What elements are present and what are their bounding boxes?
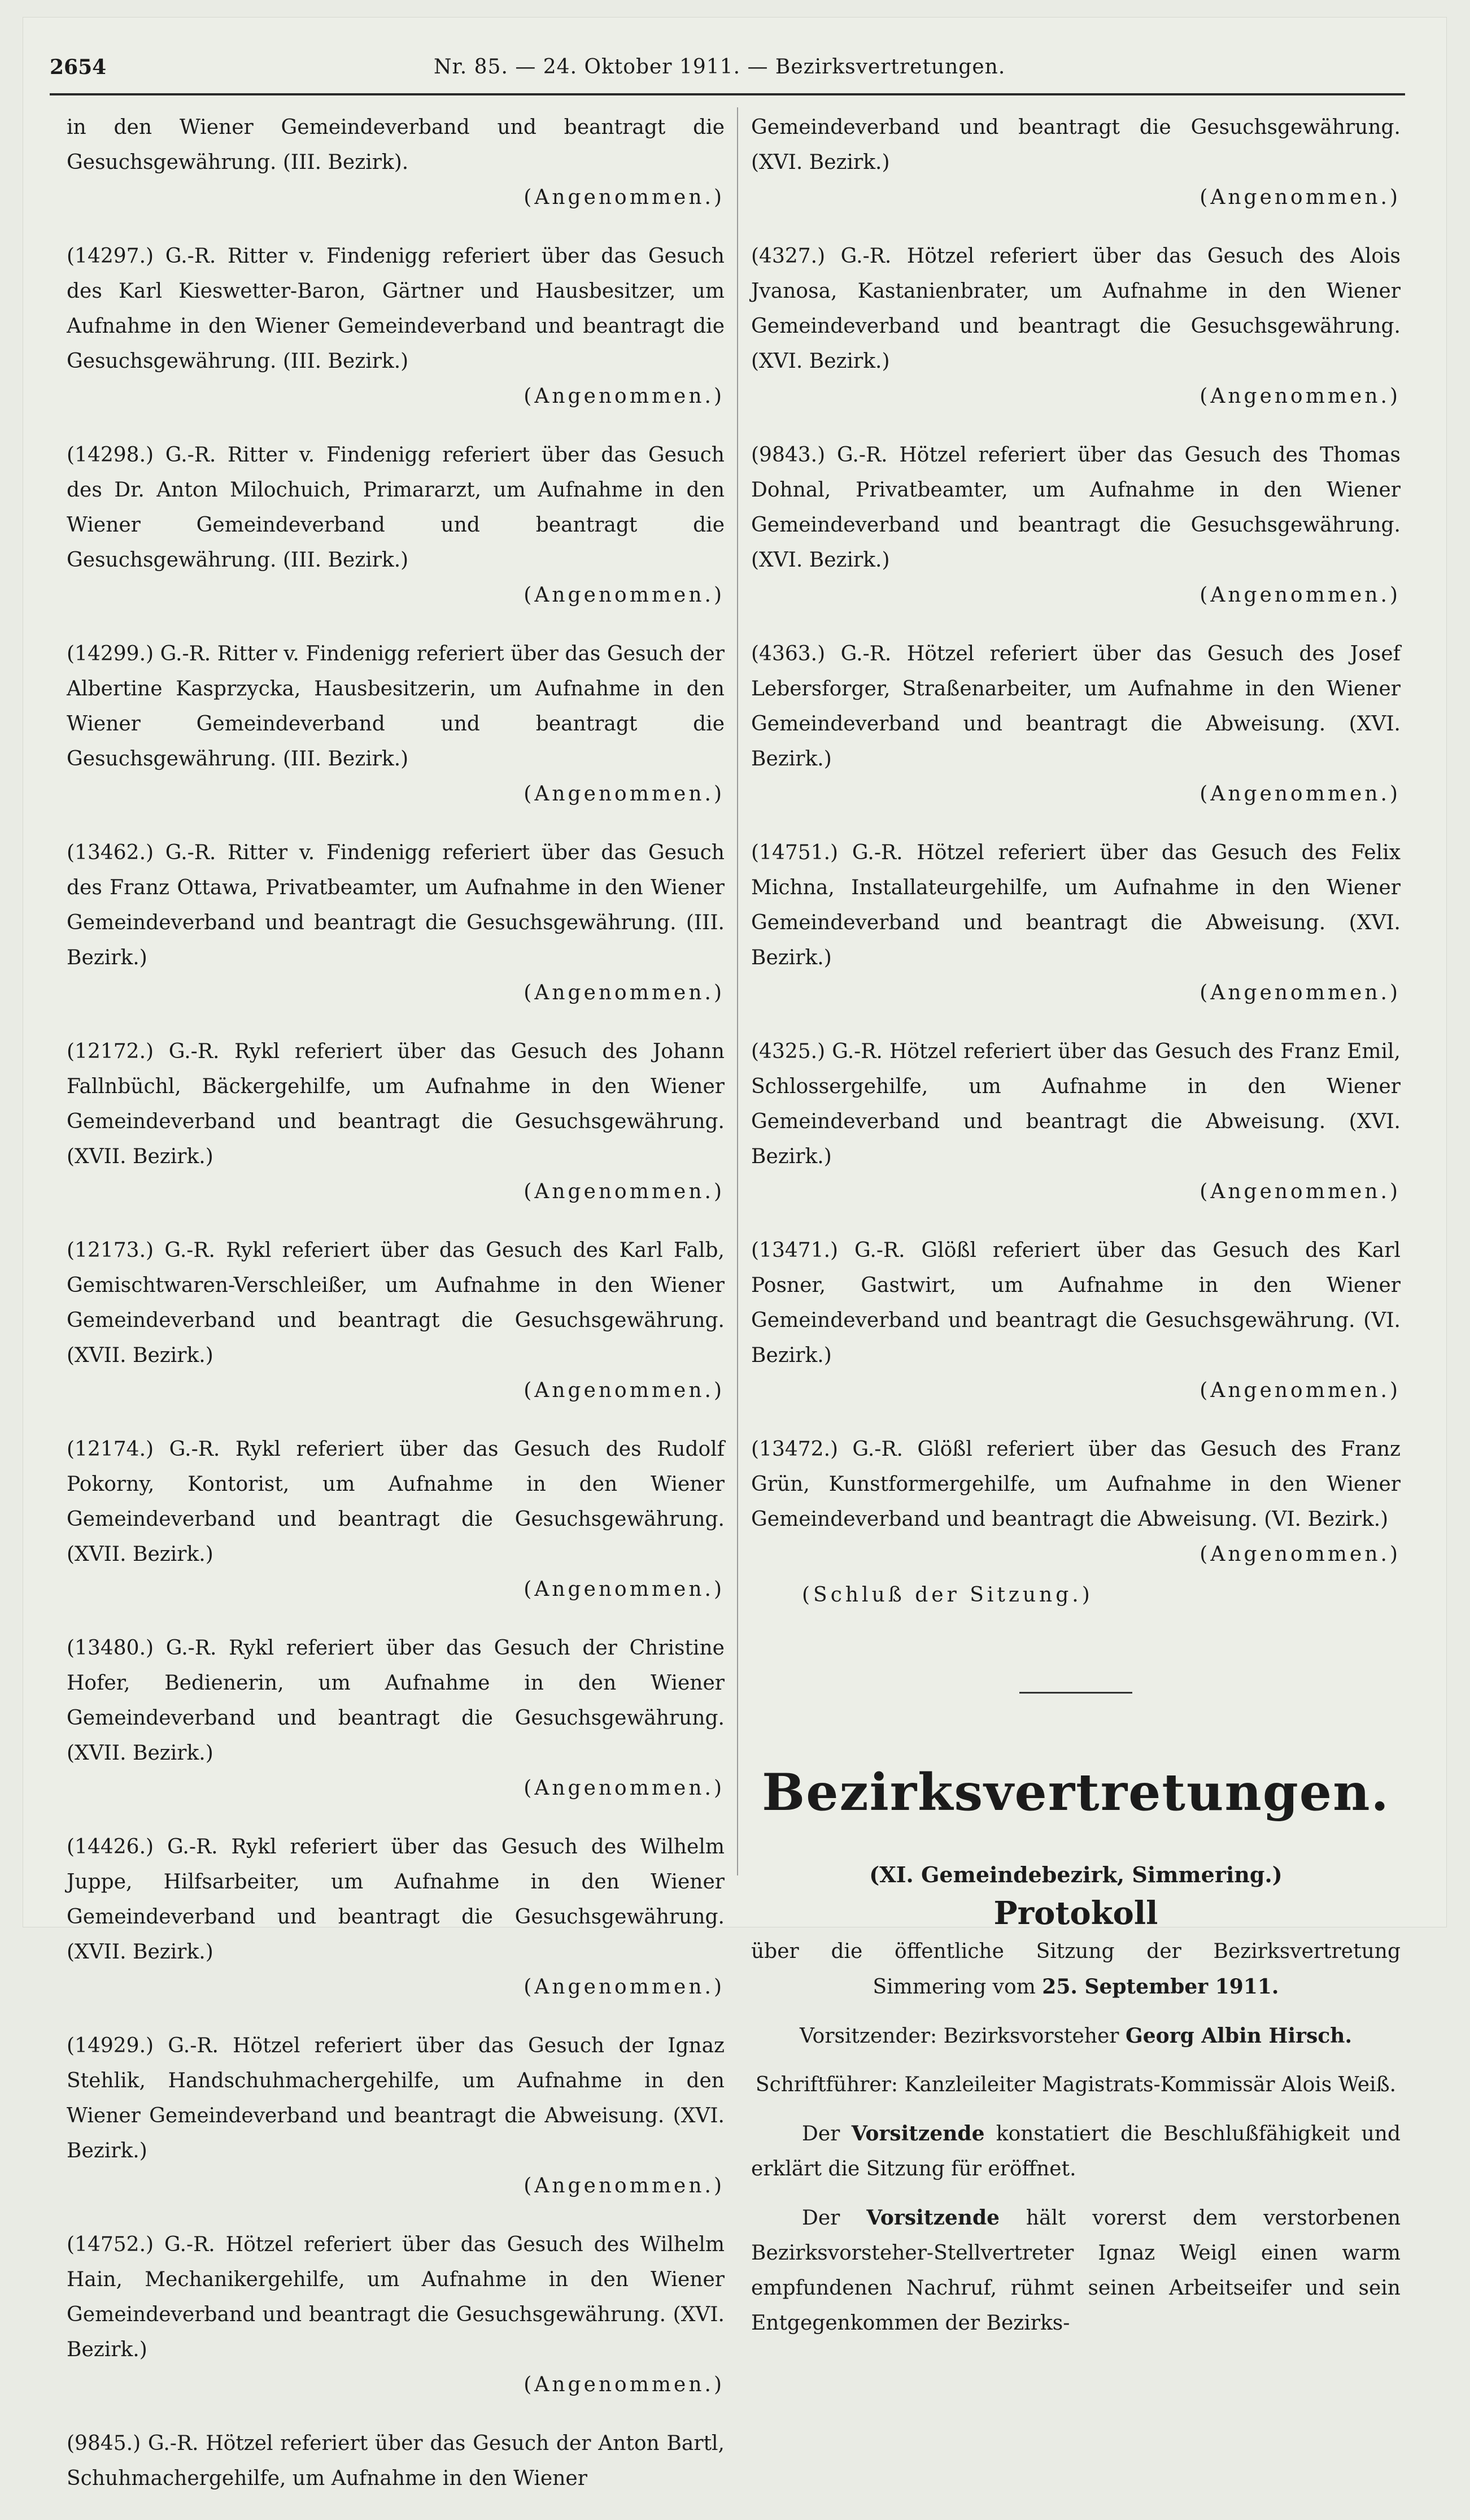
entry-text: (14299.) G.-R. Ritter v. Findenigg referiert über das Gesuch der Albertine Kasprzycka, Hausbesitzerin, um Aufnahme in den Wiener Gemeindeverband und beantragt die Gesuchsgewährung. (III. Bezirk.) (67, 642, 725, 771)
entry-result: (Angenommen.) (1199, 584, 1401, 607)
para-lead: Der (802, 2122, 840, 2145)
entry-result: (Angenommen.) (524, 584, 725, 607)
entry-text: (14751.) G.-R. Hötzel referiert über das Gesuch des Felix Michna, Installateurgehilfe, um Aufnahme in den Wiener Gemeindeverband und beantragt die Abweisung. (XVI. Bezirk.) (751, 841, 1401, 969)
entry-text: (14426.) G.-R. Rykl referiert über das Gesuch des Wilhelm Juppe, Hilfsarbeiter, um Aufnahme in den Wiener Gemeindeverband und beantragt die Gesuchsgewährung. (XVII. Bezirk.) (67, 1835, 725, 1964)
entry-text: (12172.) G.-R. Rykl referiert über das Gesuch des Johann Fallnbüchl, Bäckergehilfe, um Aufnahme in den Wiener Gemeindeverband und beantragt die Gesuchsgewährung. (XVII. Bezirk.) (67, 1040, 725, 1168)
para-lead: Der (802, 2206, 840, 2230)
entry (751, 1432, 1401, 1572)
header-rule (50, 93, 1405, 95)
entry (67, 2029, 725, 2204)
entry-result: (Angenommen.) (524, 1578, 725, 1601)
entry-result: (Angenommen.) (524, 1379, 725, 1402)
entry-result: (Angenommen.) (1199, 385, 1401, 408)
entry-text: (14752.) G.-R. Hötzel referiert über das Gesuch des Wilhelm Hain, Mechanikergehilfe, um Aufnahme in den Wiener Gemeindeverband und beantragt die Gesuchsgewährung. (XVI. Bezirk.) (67, 2233, 725, 2361)
protokoll-heading: Protokoll (993, 1895, 1158, 1932)
protokoll-line-2-prefix: Simmering vom (873, 1975, 1036, 1999)
left-column (67, 110, 725, 2520)
right-column (751, 110, 1401, 2354)
entry-result: (Angenommen.) (524, 385, 725, 408)
entry (67, 1830, 725, 2005)
entry-result: (Angenommen.) (524, 2174, 725, 2197)
entry (67, 1432, 725, 1607)
session-date: 25. September 1911. (1042, 1975, 1279, 1999)
entry (67, 239, 725, 414)
entry (67, 637, 725, 812)
session-closing: (Schluß der Sitzung.) (802, 1583, 1093, 1607)
para-rest: hält vorerst dem verstorbenen Bezirksvorsteher-Stellvertreter Ignaz Weigl einen warm empfundenen Nachruf, rühmt seinen Arbeitseifer und sein Entgegenkommen der Bezirks- (751, 2206, 1401, 2335)
para-rest: konstatiert die Beschlußfähigkeit und erklärt die Sitzung für eröffnet. (751, 2122, 1401, 2180)
entry-result: (Angenommen.) (1199, 186, 1401, 209)
entry-result: (Angenommen.) (524, 981, 725, 1004)
entry-text: (4327.) G.-R. Hötzel referiert über das Gesuch des Alois Jvanosa, Kastanienbrater, um Aufnahme in den Wiener Gemeindeverband und beantragt die Gesuchsgewährung. (XVI. Bezirk.) (751, 245, 1401, 373)
page-number: 2654 (50, 55, 107, 79)
entry (67, 438, 725, 613)
entry-result: (Angenommen.) (524, 2373, 725, 2396)
entry-text: (12173.) G.-R. Rykl referiert über das Gesuch des Karl Falb, Gemischtwaren-Verschleißer, um Aufnahme in den Wiener Gemeindeverband und beantragt die Gesuchsgewährung. (XVII. Bezirk.) (67, 1239, 725, 1367)
section-title: Bezirksvertretungen. (762, 1762, 1390, 1822)
entry (67, 835, 725, 1011)
entry (67, 1034, 725, 1209)
chair-name: Georg Albin Hirsch. (1125, 2024, 1353, 2048)
entry (751, 239, 1401, 414)
section-divider (1019, 1692, 1132, 1694)
entry (751, 1233, 1401, 1408)
entry-text: (13462.) G.-R. Ritter v. Findenigg referiert über das Gesuch des Franz Ottawa, Privatbeamter, um Aufnahme in den Wiener Gemeindeverband und beantragt die Gesuchsgewährung. (III. Bezirk.) (67, 841, 725, 969)
paragraph-opening (751, 2116, 1401, 2187)
entry-text: (4363.) G.-R. Hötzel referiert über das Gesuch des Josef Lebersforger, Straßenarbeiter, um Aufnahme in den Wiener Gemeindeverband und beantragt die Abweisung. (XVI. Bezirk.) (751, 642, 1401, 771)
entry-result: (Angenommen.) (524, 1180, 725, 1203)
entry-text: (13471.) G.-R. Glößl referiert über das Gesuch des Karl Posner, Gastwirt, um Aufnahme in den Wiener Gemeindeverband und beantragt die Gesuchsgewährung. (VI. Bezirk.) (751, 1239, 1401, 1367)
para-bold: Vorsitzende (851, 2122, 985, 2145)
protokoll-line-2 (751, 1969, 1401, 2005)
entry-text: Gemeindeverband und beantragt die Gesuchsgewährung. (XVI. Bezirk.) (751, 116, 1401, 174)
entry-text: in den Wiener Gemeindeverband und beantragt die Gesuchsgewährung. (III. Bezirk). (67, 116, 725, 174)
entry-text: (9843.) G.-R. Hötzel referiert über das Gesuch des Thomas Dohnal, Privatbeamter, um Aufnahme in den Wiener Gemeindeverband und beantragt die Gesuchsgewährung. (XVI. Bezirk.) (751, 443, 1401, 572)
entry-intro (67, 110, 725, 215)
entry-text: (14297.) G.-R. Ritter v. Findenigg referiert über das Gesuch des Karl Kieswetter-Baron, Gärtner und Hausbesitzer, um Aufnahme in den Wiener Gemeindeverband und beantragt die Gesuchsgewährung. (III. Bezirk.) (67, 245, 725, 373)
chair-label: Vorsitzender: Bezirksvorsteher (799, 2025, 1119, 2048)
entry-text: (14929.) G.-R. Hötzel referiert über das Gesuch der Ignaz Stehlik, Handschuhmachergehilfe, um Aufnahme in den Wiener Gemeindeverband und beantragt die Abweisung. (XVI. Bezirk.) (67, 2034, 725, 2162)
entry-text: (4325.) G.-R. Hötzel referiert über das Gesuch des Franz Emil, Schlossergehilfe, um Aufnahme in den Wiener Gemeindeverband und beantragt die Abweisung. (XVI. Bezirk.) (751, 1040, 1401, 1168)
entry (751, 637, 1401, 812)
entry-result: (Angenommen.) (524, 1975, 725, 1999)
entry-text: (12174.) G.-R. Rykl referiert über das Gesuch des Rudolf Pokorny, Kontorist, um Aufnahme in den Wiener Gemeindeverband und beantragt die Gesuchsgewährung. (XVII. Bezirk.) (67, 1438, 725, 1566)
entry-result: (Angenommen.) (524, 186, 725, 209)
entry-result: (Angenommen.) (524, 1777, 725, 1800)
entry-result: (Angenommen.) (1199, 1543, 1401, 1566)
entry (751, 835, 1401, 1011)
entry-result: (Angenommen.) (1199, 1379, 1401, 1402)
district-subtitle: (XI. Gemeindebezirk, Simmering.) (869, 1862, 1283, 1887)
para-bold: Vorsitzende (866, 2206, 1000, 2230)
entry-text: (13472.) G.-R. Glößl referiert über das Gesuch des Franz Grün, Kunstformergehilfe, um Aufnahme in den Wiener Gemeindeverband und beantragt die Abweisung. (VI. Bezirk.) (751, 1438, 1401, 1531)
entry (67, 2426, 725, 2496)
entry (67, 2227, 725, 2403)
column-divider (737, 107, 738, 1875)
protokoll-line-1: über die öffentliche Sitzung der Bezirksvertretung (751, 1940, 1401, 1963)
page-header (50, 40, 1405, 85)
entry-result: (Angenommen.) (524, 782, 725, 806)
entry-text: (13480.) G.-R. Rykl referiert über das Gesuch der Christine Hofer, Bedienerin, um Aufnahme in den Wiener Gemeindeverband und beantragt die Gesuchsgewährung. (XVII. Bezirk.) (67, 1637, 725, 1765)
entry-result: (Angenommen.) (1199, 782, 1401, 806)
entry-intro (751, 110, 1401, 215)
chair-line (751, 2018, 1401, 2054)
running-title: Nr. 85. — 24. Oktober 1911. — Bezirksvertretungen. (434, 55, 1006, 79)
entry-text: (14298.) G.-R. Ritter v. Findenigg referiert über das Gesuch des Dr. Anton Milochuich, Primararzt, um Aufnahme in den Wiener Gemeindeverband und beantragt die Gesuchsgewährung. (III. Bezirk.) (67, 443, 725, 572)
entry (751, 438, 1401, 613)
paragraph-obituary (751, 2200, 1401, 2341)
entry-result: (Angenommen.) (1199, 1180, 1401, 1203)
entry (67, 1631, 725, 1806)
entry (751, 1034, 1401, 1209)
entry-text: (9845.) G.-R. Hötzel referiert über das Gesuch der Anton Bartl, Schuhmachergehilfe, um Aufnahme in den Wiener (67, 2432, 725, 2490)
entry (67, 1233, 725, 1408)
entry-result: (Angenommen.) (1199, 981, 1401, 1004)
secretary-line: Schriftführer: Kanzleileiter Magistrats-Kommissär Alois Weiß. (755, 2073, 1397, 2096)
